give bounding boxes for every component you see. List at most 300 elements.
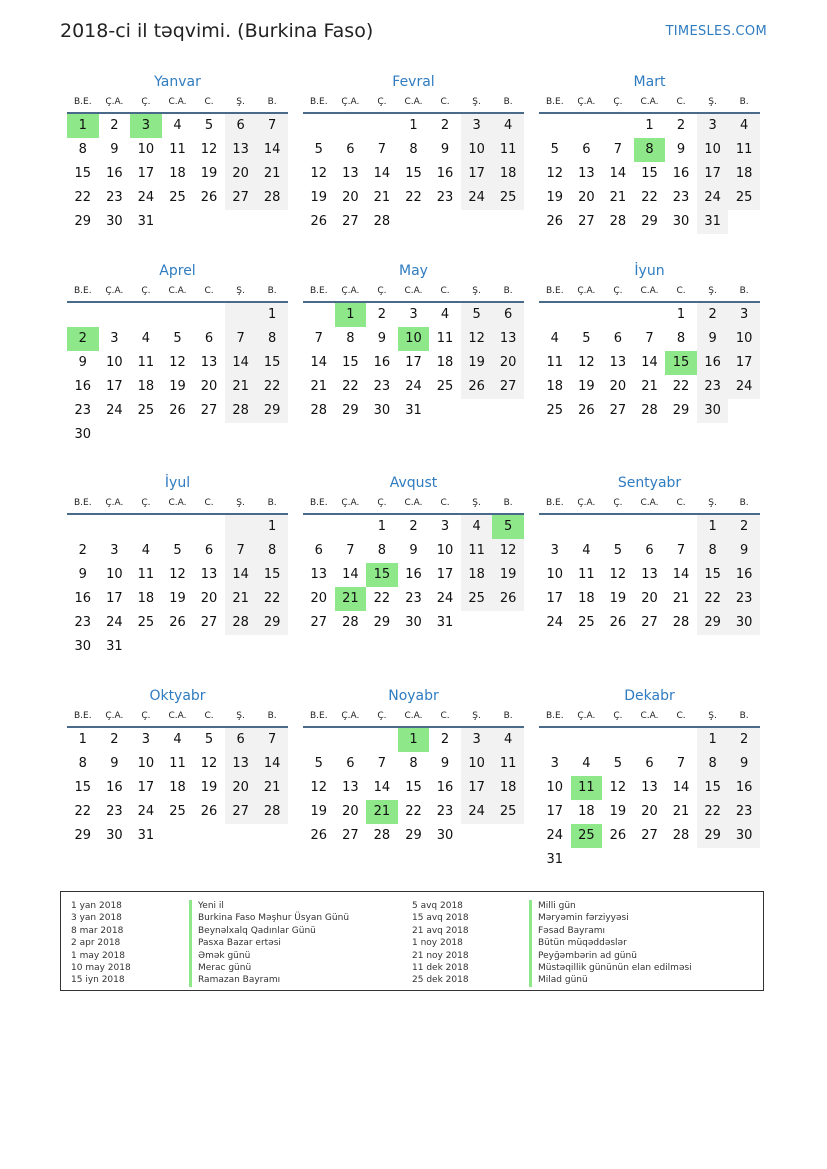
day-cell[interactable]: 1: [697, 515, 729, 539]
day-cell[interactable]: 21: [672, 804, 690, 819]
day-cell[interactable]: 18: [461, 563, 493, 587]
day-cell[interactable]: 16: [436, 780, 454, 795]
day-cell[interactable]: 2: [110, 118, 119, 133]
day-cell[interactable]: 20: [225, 776, 257, 800]
day-cell[interactable]: 1: [676, 307, 686, 322]
day-cell[interactable]: 6: [314, 543, 323, 558]
day-cell[interactable]: 27: [342, 828, 359, 843]
day-cell[interactable]: 13: [492, 327, 524, 351]
day-cell[interactable]: 15: [405, 166, 422, 181]
day-cell[interactable]: 22: [697, 800, 729, 824]
day-cell[interactable]: 19: [169, 379, 186, 394]
day-cell[interactable]: 18: [546, 379, 564, 394]
day-cell[interactable]: 4: [728, 114, 760, 138]
day-cell[interactable]: 2: [728, 728, 760, 752]
day-cell[interactable]: 28: [672, 615, 690, 630]
day-cell[interactable]: 5: [314, 756, 323, 771]
day-cell[interactable]: 5: [204, 118, 214, 133]
day-cell[interactable]: 19: [609, 591, 627, 606]
day-cell[interactable]: 30: [728, 611, 760, 635]
day-cell[interactable]: 28: [672, 828, 690, 843]
day-cell[interactable]: 8: [697, 752, 729, 776]
holiday-day[interactable]: 10: [398, 327, 430, 351]
day-cell[interactable]: 9: [78, 355, 87, 370]
day-cell[interactable]: 14: [225, 351, 257, 375]
day-cell[interactable]: 17: [546, 804, 564, 819]
day-cell[interactable]: 28: [310, 403, 328, 418]
day-cell[interactable]: 12: [200, 142, 218, 157]
day-cell[interactable]: 24: [405, 379, 422, 394]
day-cell[interactable]: 7: [346, 543, 355, 558]
day-cell[interactable]: 27: [641, 828, 658, 843]
day-cell[interactable]: 8: [78, 756, 87, 771]
day-cell[interactable]: 22: [672, 379, 690, 394]
day-cell[interactable]: 22: [74, 804, 92, 819]
day-cell[interactable]: 18: [492, 162, 524, 186]
day-cell[interactable]: 14: [256, 752, 288, 776]
day-cell[interactable]: 12: [310, 166, 328, 181]
day-cell[interactable]: 13: [200, 567, 218, 582]
day-cell[interactable]: 4: [440, 307, 450, 322]
day-cell[interactable]: 5: [173, 331, 182, 346]
day-cell[interactable]: 13: [342, 166, 359, 181]
day-cell[interactable]: 16: [436, 166, 454, 181]
day-cell[interactable]: 16: [74, 591, 92, 606]
day-cell[interactable]: 31: [137, 214, 155, 229]
day-cell[interactable]: 26: [169, 615, 186, 630]
day-cell[interactable]: 19: [169, 591, 186, 606]
day-cell[interactable]: 29: [641, 214, 658, 229]
day-cell[interactable]: 14: [672, 780, 690, 795]
day-cell[interactable]: 19: [310, 190, 328, 205]
day-cell[interactable]: 3: [550, 756, 559, 771]
day-cell[interactable]: 15: [74, 780, 92, 795]
day-cell[interactable]: 8: [409, 756, 418, 771]
day-cell[interactable]: 7: [256, 114, 288, 138]
day-cell[interactable]: 25: [546, 403, 564, 418]
day-cell[interactable]: 2: [440, 118, 450, 133]
day-cell[interactable]: 1: [256, 515, 288, 539]
day-cell[interactable]: 23: [106, 804, 123, 819]
day-cell[interactable]: 25: [492, 186, 524, 210]
day-cell[interactable]: 3: [728, 303, 760, 327]
day-cell[interactable]: 5: [173, 543, 182, 558]
day-cell[interactable]: 6: [225, 728, 257, 752]
day-cell[interactable]: 13: [609, 355, 627, 370]
day-cell[interactable]: 16: [728, 563, 760, 587]
day-cell[interactable]: 10: [461, 752, 493, 776]
day-cell[interactable]: 14: [641, 355, 658, 370]
day-cell[interactable]: 9: [697, 327, 729, 351]
day-cell[interactable]: 2: [697, 303, 729, 327]
day-cell[interactable]: 6: [582, 142, 591, 157]
holiday-day[interactable]: 21: [335, 587, 367, 611]
day-cell[interactable]: 20: [200, 379, 218, 394]
day-cell[interactable]: 26: [310, 828, 328, 843]
day-cell[interactable]: 30: [697, 399, 729, 423]
day-cell[interactable]: 6: [346, 756, 355, 771]
day-cell[interactable]: 21: [641, 379, 658, 394]
day-cell[interactable]: 18: [728, 162, 760, 186]
day-cell[interactable]: 27: [200, 403, 218, 418]
day-cell[interactable]: 7: [377, 756, 387, 771]
day-cell[interactable]: 24: [436, 591, 454, 606]
day-cell[interactable]: 17: [461, 162, 493, 186]
day-cell[interactable]: 20: [578, 190, 595, 205]
day-cell[interactable]: 27: [310, 615, 328, 630]
day-cell[interactable]: 20: [342, 804, 359, 819]
day-cell[interactable]: 9: [409, 543, 418, 558]
day-cell[interactable]: 10: [137, 756, 155, 771]
day-cell[interactable]: 20: [225, 162, 257, 186]
day-cell[interactable]: 14: [373, 780, 391, 795]
day-cell[interactable]: 26: [578, 403, 595, 418]
day-cell[interactable]: 10: [697, 138, 729, 162]
day-cell[interactable]: 4: [141, 331, 151, 346]
day-cell[interactable]: 7: [645, 331, 654, 346]
day-cell[interactable]: 27: [225, 800, 257, 824]
day-cell[interactable]: 4: [582, 756, 591, 771]
day-cell[interactable]: 13: [641, 780, 658, 795]
day-cell[interactable]: 12: [310, 780, 328, 795]
day-cell[interactable]: 9: [110, 756, 119, 771]
day-cell[interactable]: 4: [582, 543, 591, 558]
day-cell[interactable]: 24: [728, 375, 760, 399]
day-cell[interactable]: 21: [225, 587, 257, 611]
day-cell[interactable]: 21: [256, 162, 288, 186]
day-cell[interactable]: 1: [377, 519, 387, 534]
day-cell[interactable]: 18: [492, 776, 524, 800]
day-cell[interactable]: 22: [74, 190, 92, 205]
day-cell[interactable]: 9: [728, 752, 760, 776]
day-cell[interactable]: 17: [436, 567, 454, 582]
day-cell[interactable]: 9: [78, 567, 87, 582]
day-cell[interactable]: 20: [342, 190, 359, 205]
day-cell[interactable]: 11: [492, 138, 524, 162]
day-cell[interactable]: 26: [609, 615, 627, 630]
day-cell[interactable]: 19: [310, 804, 328, 819]
day-cell[interactable]: 15: [405, 780, 422, 795]
day-cell[interactable]: 5: [461, 303, 493, 327]
day-cell[interactable]: 3: [141, 732, 151, 747]
day-cell[interactable]: 16: [405, 567, 422, 582]
day-cell[interactable]: 26: [609, 828, 627, 843]
day-cell[interactable]: 18: [169, 780, 186, 795]
day-cell[interactable]: 11: [461, 539, 493, 563]
day-cell[interactable]: 25: [578, 615, 595, 630]
day-cell[interactable]: 23: [436, 804, 454, 819]
day-cell[interactable]: 10: [546, 567, 564, 582]
day-cell[interactable]: 30: [74, 427, 92, 442]
holiday-day[interactable]: 21: [366, 800, 398, 824]
day-cell[interactable]: 16: [74, 379, 92, 394]
day-cell[interactable]: 17: [461, 776, 493, 800]
day-cell[interactable]: 26: [492, 587, 524, 611]
day-cell[interactable]: 23: [74, 403, 92, 418]
day-cell[interactable]: 13: [342, 780, 359, 795]
day-cell[interactable]: 24: [546, 828, 564, 843]
holiday-day[interactable]: 2: [67, 327, 99, 351]
day-cell[interactable]: 5: [613, 543, 623, 558]
day-cell[interactable]: 28: [256, 800, 288, 824]
day-cell[interactable]: 25: [169, 804, 186, 819]
day-cell[interactable]: 19: [492, 563, 524, 587]
day-cell[interactable]: 19: [200, 166, 218, 181]
day-cell[interactable]: 4: [550, 331, 559, 346]
day-cell[interactable]: 8: [377, 543, 387, 558]
day-cell[interactable]: 14: [225, 563, 257, 587]
day-cell[interactable]: 29: [405, 828, 422, 843]
day-cell[interactable]: 15: [256, 563, 288, 587]
day-cell[interactable]: 7: [225, 539, 257, 563]
day-cell[interactable]: 28: [342, 615, 359, 630]
day-cell[interactable]: 31: [137, 828, 155, 843]
day-cell[interactable]: 25: [492, 800, 524, 824]
day-cell[interactable]: 7: [377, 142, 387, 157]
day-cell[interactable]: 16: [672, 166, 690, 181]
day-cell[interactable]: 1: [409, 118, 418, 133]
day-cell[interactable]: 4: [492, 114, 524, 138]
day-cell[interactable]: 5: [582, 331, 591, 346]
day-cell[interactable]: 1: [256, 303, 288, 327]
day-cell[interactable]: 19: [461, 351, 493, 375]
day-cell[interactable]: 30: [74, 639, 92, 654]
day-cell[interactable]: 5: [613, 756, 623, 771]
day-cell[interactable]: 21: [672, 591, 690, 606]
day-cell[interactable]: 10: [106, 567, 123, 582]
day-cell[interactable]: 8: [409, 142, 418, 157]
day-cell[interactable]: 17: [697, 162, 729, 186]
day-cell[interactable]: 30: [106, 828, 123, 843]
day-cell[interactable]: 1: [697, 728, 729, 752]
day-cell[interactable]: 25: [169, 190, 186, 205]
day-cell[interactable]: 24: [546, 615, 564, 630]
day-cell[interactable]: 14: [609, 166, 627, 181]
day-cell[interactable]: 24: [106, 403, 123, 418]
day-cell[interactable]: 10: [106, 355, 123, 370]
day-cell[interactable]: 10: [137, 142, 155, 157]
day-cell[interactable]: 12: [200, 756, 218, 771]
day-cell[interactable]: 18: [137, 591, 155, 606]
day-cell[interactable]: 9: [377, 331, 387, 346]
day-cell[interactable]: 3: [697, 114, 729, 138]
day-cell[interactable]: 19: [200, 780, 218, 795]
day-cell[interactable]: 17: [405, 355, 422, 370]
day-cell[interactable]: 31: [405, 403, 422, 418]
day-cell[interactable]: 17: [728, 351, 760, 375]
day-cell[interactable]: 26: [461, 375, 493, 399]
day-cell[interactable]: 21: [609, 190, 627, 205]
day-cell[interactable]: 28: [373, 214, 391, 229]
day-cell[interactable]: 2: [78, 543, 87, 558]
day-cell[interactable]: 6: [492, 303, 524, 327]
day-cell[interactable]: 13: [225, 138, 257, 162]
day-cell[interactable]: 12: [169, 567, 186, 582]
holiday-day[interactable]: 1: [335, 303, 367, 327]
day-cell[interactable]: 14: [310, 355, 328, 370]
day-cell[interactable]: 24: [137, 804, 155, 819]
day-cell[interactable]: 10: [546, 780, 564, 795]
day-cell[interactable]: 30: [106, 214, 123, 229]
day-cell[interactable]: 12: [609, 780, 627, 795]
day-cell[interactable]: 31: [546, 852, 564, 867]
day-cell[interactable]: 21: [256, 776, 288, 800]
day-cell[interactable]: 8: [346, 331, 355, 346]
day-cell[interactable]: 6: [225, 114, 257, 138]
day-cell[interactable]: 5: [314, 142, 323, 157]
brand-logo[interactable]: TIMESLES.COM: [665, 24, 767, 39]
holiday-day[interactable]: 15: [665, 351, 697, 375]
day-cell[interactable]: 28: [373, 828, 391, 843]
day-cell[interactable]: 23: [405, 591, 422, 606]
holiday-day[interactable]: 8: [634, 138, 666, 162]
day-cell[interactable]: 31: [106, 639, 123, 654]
day-cell[interactable]: 2: [676, 118, 686, 133]
day-cell[interactable]: 3: [440, 519, 450, 534]
day-cell[interactable]: 9: [728, 539, 760, 563]
day-cell[interactable]: 25: [728, 186, 760, 210]
day-cell[interactable]: 11: [137, 567, 155, 582]
day-cell[interactable]: 3: [461, 114, 493, 138]
day-cell[interactable]: 12: [461, 327, 493, 351]
day-cell[interactable]: 28: [641, 403, 658, 418]
day-cell[interactable]: 26: [200, 804, 218, 819]
day-cell[interactable]: 3: [110, 331, 119, 346]
day-cell[interactable]: 18: [436, 355, 454, 370]
day-cell[interactable]: 31: [697, 210, 729, 234]
day-cell[interactable]: 3: [409, 307, 418, 322]
day-cell[interactable]: 23: [74, 615, 92, 630]
day-cell[interactable]: 27: [641, 615, 658, 630]
day-cell[interactable]: 22: [256, 587, 288, 611]
day-cell[interactable]: 31: [436, 615, 454, 630]
day-cell[interactable]: 7: [676, 543, 686, 558]
day-cell[interactable]: 22: [405, 190, 422, 205]
day-cell[interactable]: 29: [256, 399, 288, 423]
day-cell[interactable]: 4: [173, 732, 182, 747]
day-cell[interactable]: 29: [342, 403, 359, 418]
day-cell[interactable]: 16: [106, 780, 123, 795]
day-cell[interactable]: 17: [137, 166, 155, 181]
day-cell[interactable]: 27: [225, 186, 257, 210]
day-cell[interactable]: 22: [373, 591, 391, 606]
day-cell[interactable]: 28: [225, 611, 257, 635]
day-cell[interactable]: 11: [492, 752, 524, 776]
day-cell[interactable]: 13: [225, 752, 257, 776]
day-cell[interactable]: 2: [377, 307, 387, 322]
day-cell[interactable]: 26: [310, 214, 328, 229]
day-cell[interactable]: 24: [106, 615, 123, 630]
day-cell[interactable]: 30: [436, 828, 454, 843]
day-cell[interactable]: 3: [110, 543, 119, 558]
day-cell[interactable]: 22: [342, 379, 359, 394]
day-cell[interactable]: 13: [578, 166, 595, 181]
day-cell[interactable]: 6: [645, 756, 654, 771]
day-cell[interactable]: 1: [645, 118, 654, 133]
day-cell[interactable]: 20: [641, 591, 658, 606]
day-cell[interactable]: 24: [461, 800, 493, 824]
day-cell[interactable]: 30: [728, 824, 760, 848]
holiday-day[interactable]: 25: [571, 824, 603, 848]
holiday-day[interactable]: 3: [130, 114, 162, 138]
day-cell[interactable]: 4: [141, 543, 151, 558]
day-cell[interactable]: 29: [697, 824, 729, 848]
holiday-day[interactable]: 5: [492, 515, 524, 539]
day-cell[interactable]: 24: [697, 186, 729, 210]
day-cell[interactable]: 23: [106, 190, 123, 205]
day-cell[interactable]: 25: [137, 403, 155, 418]
day-cell[interactable]: 24: [137, 190, 155, 205]
day-cell[interactable]: 29: [697, 611, 729, 635]
day-cell[interactable]: 8: [78, 142, 87, 157]
day-cell[interactable]: 10: [436, 543, 454, 558]
day-cell[interactable]: 23: [436, 190, 454, 205]
day-cell[interactable]: 11: [578, 567, 595, 582]
day-cell[interactable]: 25: [436, 379, 454, 394]
day-cell[interactable]: 6: [204, 543, 214, 558]
day-cell[interactable]: 16: [728, 776, 760, 800]
day-cell[interactable]: 13: [200, 355, 218, 370]
day-cell[interactable]: 23: [697, 375, 729, 399]
day-cell[interactable]: 4: [492, 728, 524, 752]
day-cell[interactable]: 15: [697, 563, 729, 587]
day-cell[interactable]: 10: [461, 138, 493, 162]
day-cell[interactable]: 12: [169, 355, 186, 370]
day-cell[interactable]: 29: [672, 403, 690, 418]
day-cell[interactable]: 19: [578, 379, 595, 394]
day-cell[interactable]: 22: [697, 587, 729, 611]
day-cell[interactable]: 6: [613, 331, 623, 346]
day-cell[interactable]: 20: [641, 804, 658, 819]
day-cell[interactable]: 23: [373, 379, 391, 394]
day-cell[interactable]: 29: [74, 828, 92, 843]
day-cell[interactable]: 2: [440, 732, 450, 747]
day-cell[interactable]: 13: [641, 567, 658, 582]
day-cell[interactable]: 9: [440, 142, 450, 157]
day-cell[interactable]: 23: [728, 800, 760, 824]
day-cell[interactable]: 21: [225, 375, 257, 399]
day-cell[interactable]: 15: [697, 776, 729, 800]
day-cell[interactable]: 14: [672, 567, 690, 582]
day-cell[interactable]: 15: [74, 166, 92, 181]
day-cell[interactable]: 14: [373, 166, 391, 181]
day-cell[interactable]: 5: [204, 732, 214, 747]
holiday-day[interactable]: 1: [398, 728, 430, 752]
day-cell[interactable]: 28: [256, 186, 288, 210]
day-cell[interactable]: 22: [641, 190, 658, 205]
day-cell[interactable]: 26: [200, 190, 218, 205]
day-cell[interactable]: 9: [676, 142, 686, 157]
day-cell[interactable]: 7: [256, 728, 288, 752]
day-cell[interactable]: 9: [110, 142, 119, 157]
day-cell[interactable]: 25: [461, 587, 493, 611]
day-cell[interactable]: 2: [110, 732, 119, 747]
day-cell[interactable]: 17: [106, 591, 123, 606]
day-cell[interactable]: 11: [728, 138, 760, 162]
day-cell[interactable]: 27: [578, 214, 595, 229]
day-cell[interactable]: 16: [106, 166, 123, 181]
day-cell[interactable]: 12: [546, 166, 564, 181]
day-cell[interactable]: 24: [461, 186, 493, 210]
day-cell[interactable]: 8: [676, 331, 686, 346]
day-cell[interactable]: 26: [169, 403, 186, 418]
day-cell[interactable]: 16: [373, 355, 391, 370]
day-cell[interactable]: 1: [78, 732, 87, 747]
day-cell[interactable]: 6: [645, 543, 654, 558]
day-cell[interactable]: 28: [609, 214, 627, 229]
day-cell[interactable]: 17: [106, 379, 123, 394]
day-cell[interactable]: 27: [200, 615, 218, 630]
